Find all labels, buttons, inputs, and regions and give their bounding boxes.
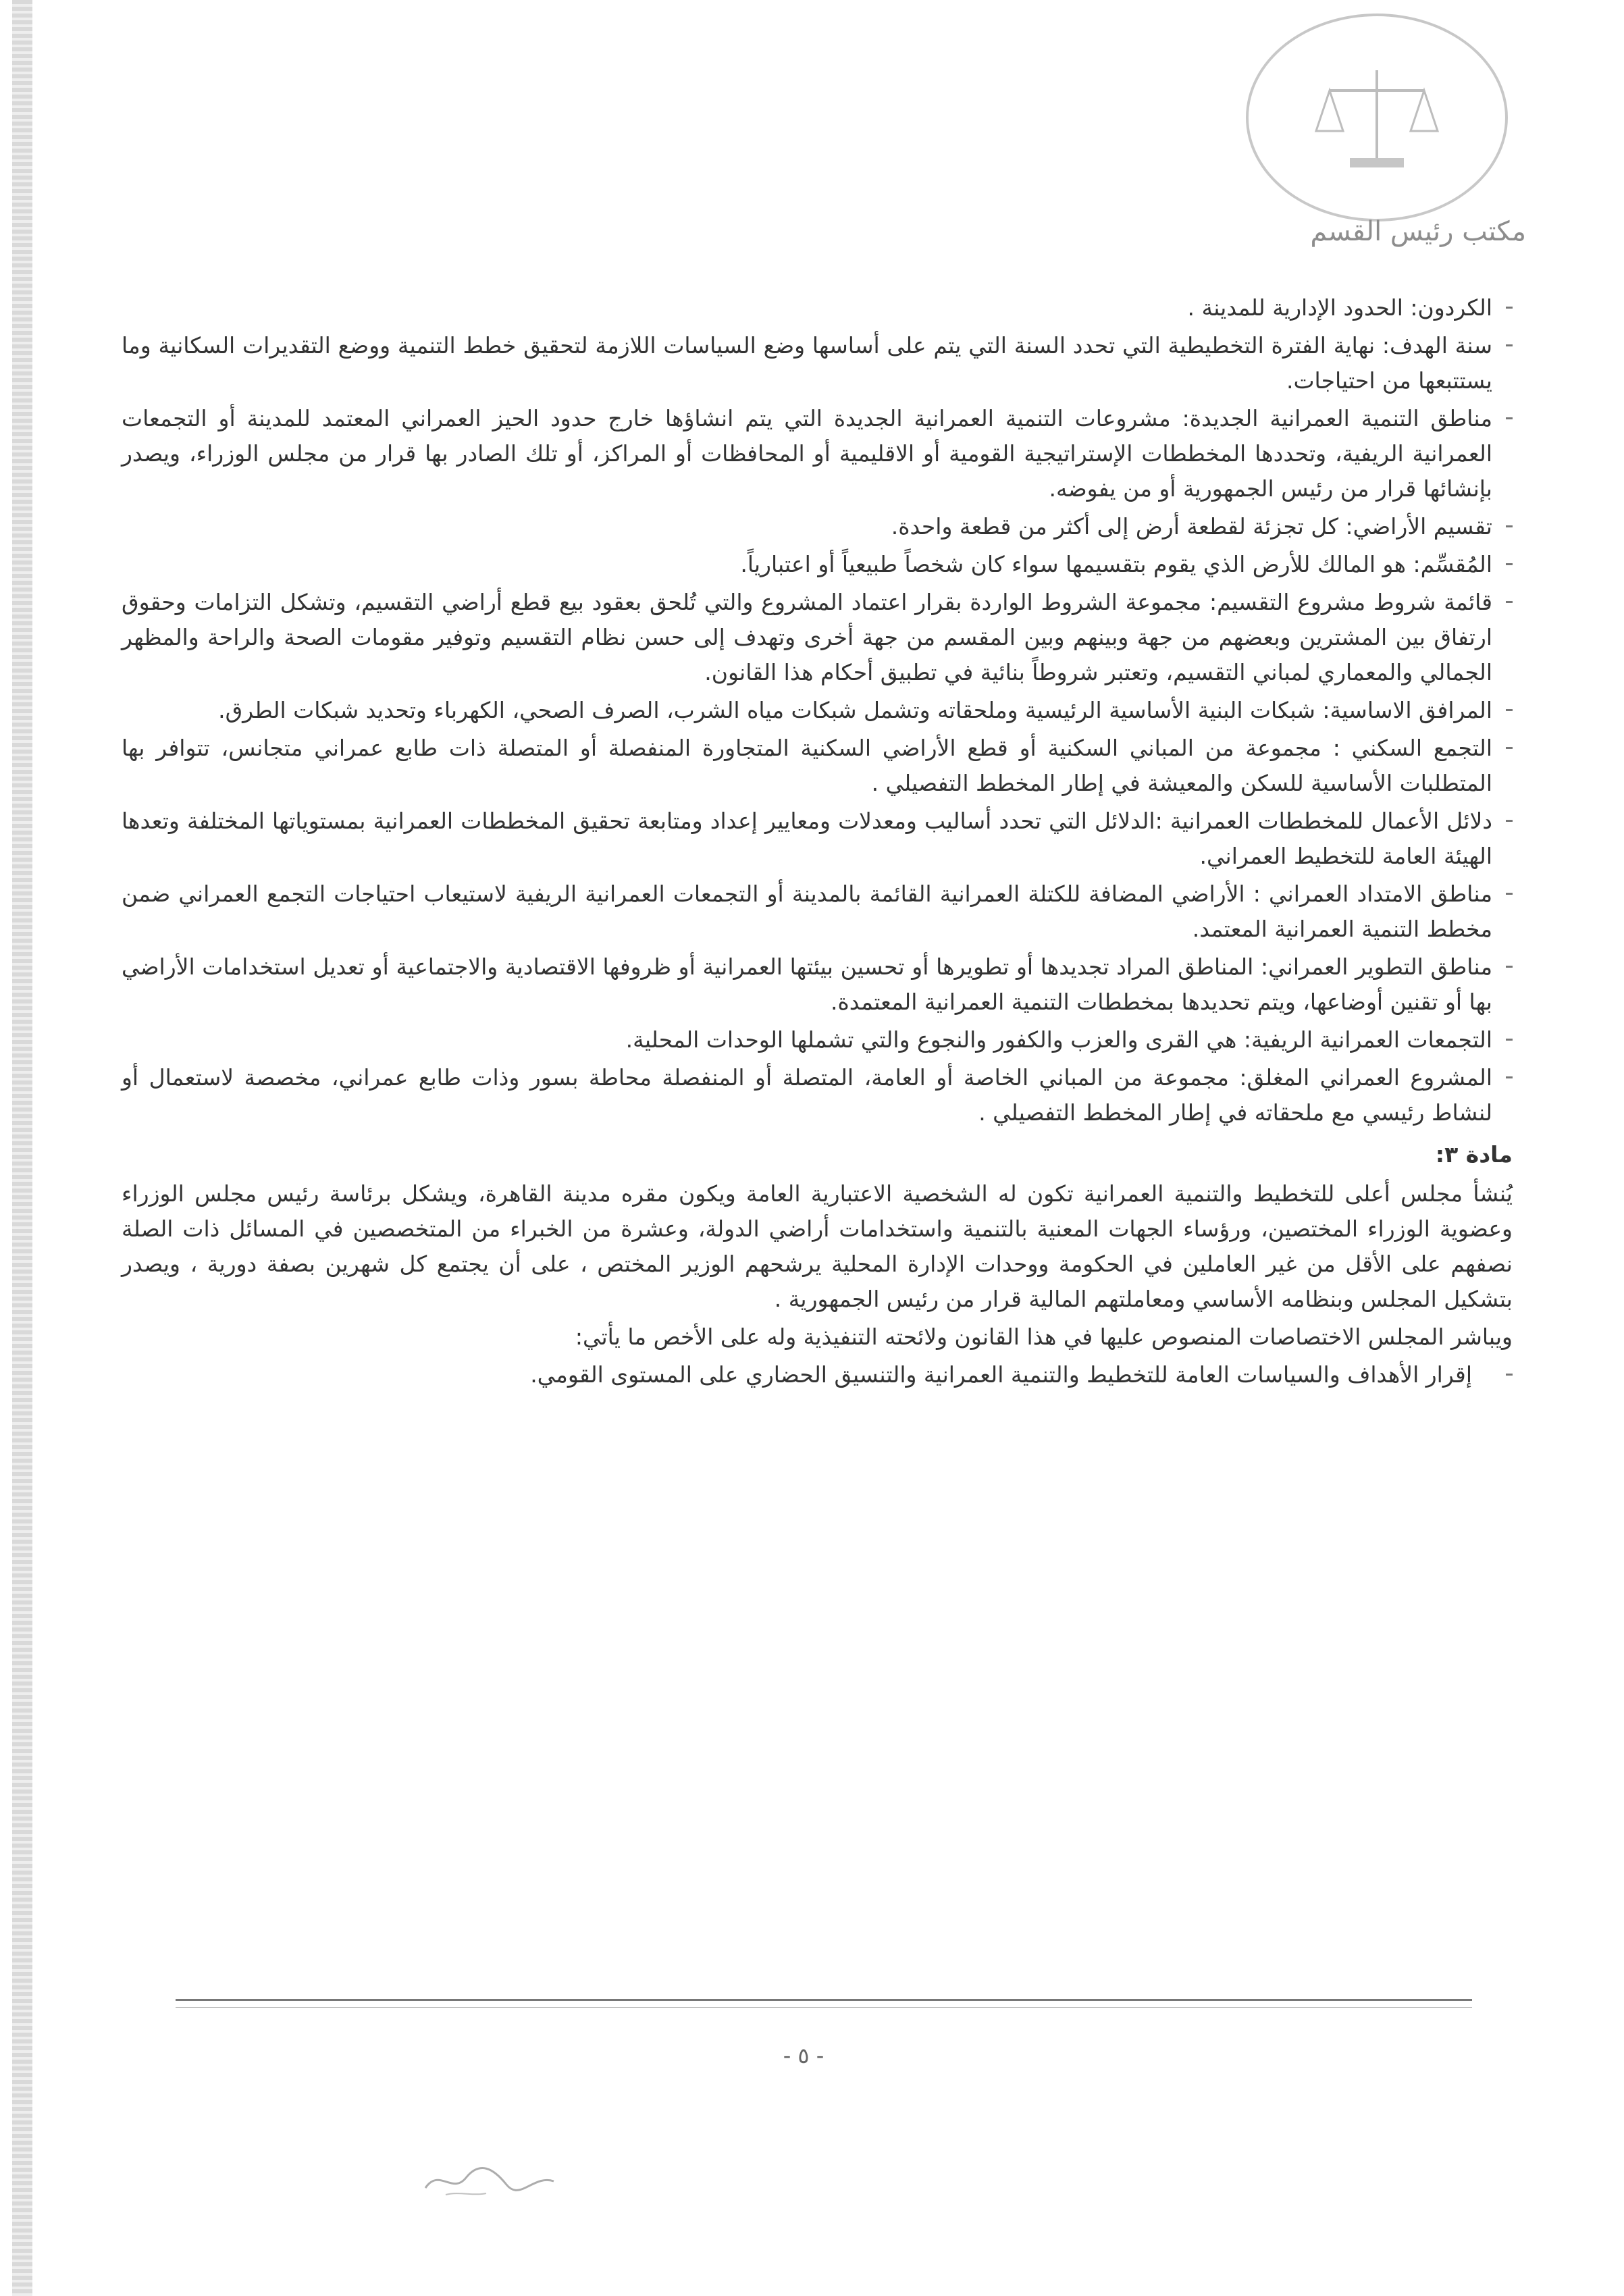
article-heading: مادة ٣: bbox=[1435, 1141, 1513, 1168]
definition-item: المُقسِّم: هو المالك للأرض الذي يقوم بتقسيمها سواء كان شخصاً طبيعياً أو اعتبارياً. bbox=[122, 547, 1513, 582]
definition-item: قائمة شروط مشروع التقسيم: مجموعة الشروط الواردة بقرار اعتماد المشروع والتي تُلحق بعقود بيع قطع أراضي التقسيم، وتشكل التزامات وحقوق ارتفاق بين المشترين وبعضهم من جهة وبينهم وبين المقسم من جهة أخرى وتهدف إلى حسن نظام التقسيم وتوفير مقومات الصحة والراحة والمظهر الجمالي والمعماري لمباني التقسيم، وتعتبر شروطاً بنائية في تطبيق أحكام هذا القانون. bbox=[122, 585, 1513, 690]
definition-item: سنة الهدف: نهاية الفترة التخطيطية التي تحدد السنة التي يتم على أساسها وضع السياسات اللازمة لتحقيق خطط التنمية ووضع التقديرات السكانية وما يستتبعها من احتياجات. bbox=[122, 328, 1513, 398]
definition-item: تقسيم الأراضي: كل تجزئة لقطعة أرض إلى أكثر من قطعة واحدة. bbox=[122, 509, 1513, 544]
definition-item: مناطق التنمية العمرانية الجديدة: مشروعات التنمية العمرانية الجديدة التي يتم انشاؤها خارج حدود الحيز العمراني المعتمد للمدينة أو التجمعات العمرانية الريفية، وتحددها المخططات الإستراتيجية القومية أو الاقليمية أو المحافظات أو المراكز، أو تلك الصادر بها قرار من مجلس الوزراء، ويصدر بإنشائها قرار من رئيس الجمهورية أو من يفوضه. bbox=[122, 401, 1513, 506]
binding-edge bbox=[12, 0, 32, 2296]
scales-seal-icon bbox=[1309, 57, 1444, 178]
page-number: - ٥ - bbox=[783, 2043, 824, 2068]
official-seal bbox=[1246, 14, 1508, 221]
definition-item: التجمع السكني : مجموعة من المباني السكنية أو قطع الأراضي السكنية المتجاورة المنفصلة أو المتصلة ذات طابع عمراني متجانس، تتوافر بها المتطلبات الأساسية للسكن والمعيشة في إطار المخطط التفصيلي . bbox=[122, 731, 1513, 801]
footer-divider bbox=[176, 1999, 1472, 2001]
document-body bbox=[122, 290, 1513, 1395]
definition-item: دلائل الأعمال للمخططات العمرانية :الدلائل التي تحدد أساليب ومعدلات ومعايير إعداد ومتابعة تحقيق المخططات العمرانية بمستوياتها المختلفة وتعدها الهيئة العامة للتخطيط العمراني. bbox=[122, 804, 1513, 874]
article-paragraph: ويباشر المجلس الاختصاصات المنصوص عليها في هذا القانون ولائحته التنفيذية وله على الأخص ما يأتي: bbox=[575, 1324, 1513, 1350]
article-paragraph: يُنشأ مجلس أعلى للتخطيط والتنمية العمرانية تكون له الشخصية الاعتبارية العامة ويكون مقره مدينة القاهرة، ويشكل برئاسة رئيس مجلس الوزراء وعضوية الوزراء المختصين، ورؤساء الجهات المعنية بالتنمية واستخدامات أراضي الدولة، وعشرة من الخبراء من المتخصصين في المسائل ذات الصلة نصفهم على الأقل من غير العاملين في الحكومة ووحدات الإدارة المحلية يرشحهم الوزير المختص ، على أن يجتمع كل شهرين بصفة دورية ، ويصدر بتشكيل المجلس وبنظامه الأساسي ومعاملتهم المالية قرار من رئيس الجمهورية . bbox=[122, 1180, 1513, 1312]
article-list-item: إقرار الأهداف والسياسات العامة للتخطيط والتنمية العمرانية والتنسيق الحضاري على المستوى القومي. bbox=[122, 1357, 1513, 1392]
definition-item: مناطق التطوير العمراني: المناطق المراد تجديدها أو تطويرها أو تحسين بيئتها العمرانية أو ظروفها الاقتصادية والاجتماعية أو تعديل استخدامات الأراضي بها أو تقنين أوضاعها، ويتم تحديدها بمخططات التنمية العمرانية المعتمدة. bbox=[122, 949, 1513, 1020]
definition-item: المرافق الاساسية: شبكات البنية الأساسية الرئيسية وملحقاته وتشمل شبكات مياه الشرب، الصرف الصحي، الكهرباء وتحديد شبكات الطرق. bbox=[122, 693, 1513, 728]
footer-divider-thin bbox=[176, 2007, 1472, 2008]
definition-item: المشروع العمراني المغلق: مجموعة من المباني الخاصة أو العامة، المتصلة أو المنفصلة محاطة بسور وذات طابع عمراني، مخصصة لاستعمال أو لنشاط رئيسي مع ملحقاته في إطار المخطط التفصيلي . bbox=[122, 1060, 1513, 1130]
definition-item: مناطق الامتداد العمراني : الأراضي المضافة للكتلة العمرانية القائمة بالمدينة أو التجمعات العمرانية الريفية لاستيعاب احتياجات التجمع العمراني ضمن مخطط التنمية العمرانية المعتمد. bbox=[122, 877, 1513, 947]
handwritten-mark bbox=[419, 2154, 567, 2201]
definition-item: الكردون: الحدود الإدارية للمدينة . bbox=[122, 290, 1513, 325]
definition-item: التجمعات العمرانية الريفية: هي القرى والعزب والكفور والنجوع والتي تشملها الوحدات المحلية. bbox=[122, 1022, 1513, 1058]
office-label: مكتب رئيس القسم bbox=[1310, 216, 1526, 247]
